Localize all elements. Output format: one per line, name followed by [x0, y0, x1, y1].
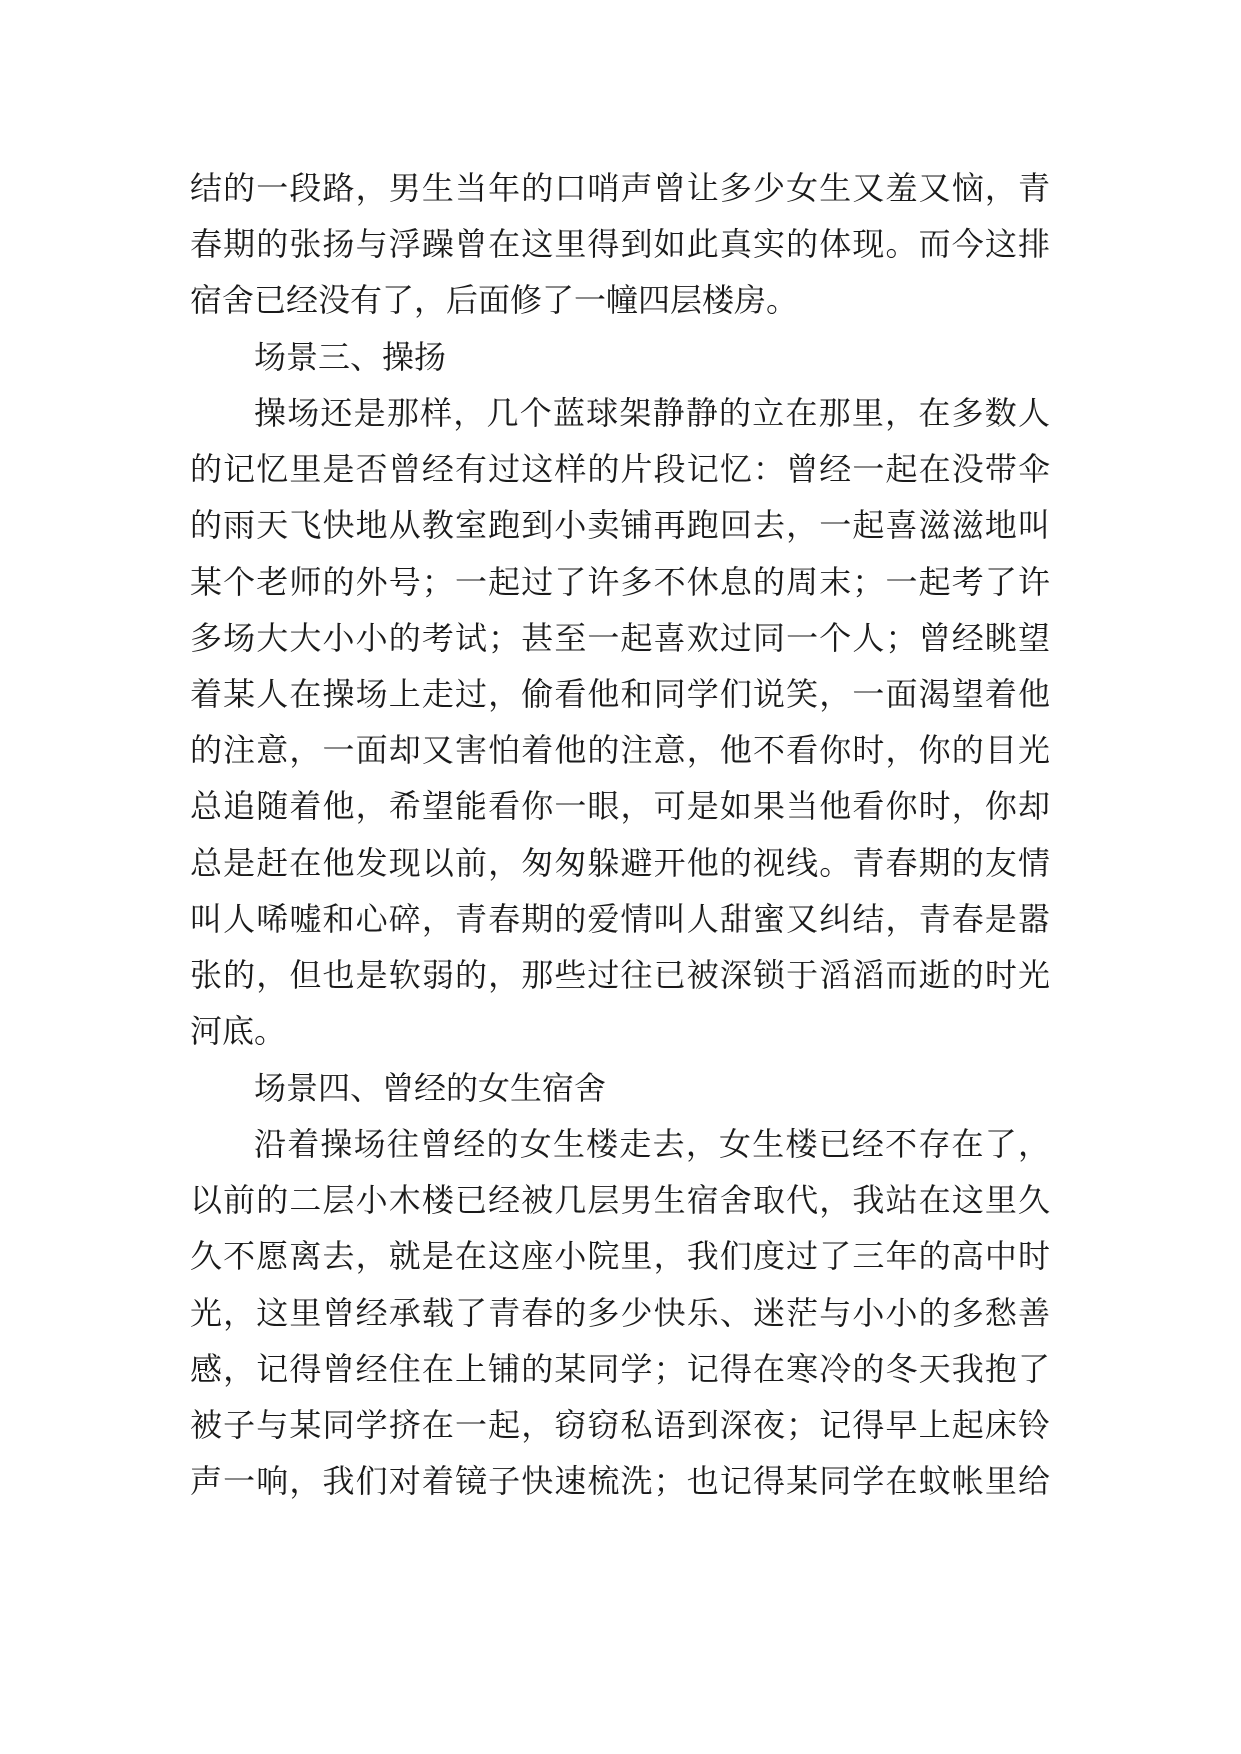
- text-line: 总追随着他，希望能看你一眼，可是如果当他看你时，你却: [190, 787, 1050, 825]
- text-line: 沿着操场往曾经的女生楼走去，女生楼已经不存在了，: [254, 1125, 1050, 1163]
- text-line: 声一响，我们对着镜子快速梳洗；也记得某同学在蚊帐里给: [190, 1462, 1050, 1500]
- text-line: 结的一段路，男生当年的口哨声曾让多少女生又羞又恼，青: [190, 169, 1050, 207]
- text-line: 久不愿离去，就是在这座小院里，我们度过了三年的高中时: [190, 1237, 1050, 1275]
- text-line: 着某人在操场上走过，偷看他和同学们说笑，一面渴望着他: [190, 675, 1050, 713]
- text-line: 春期的张扬与浮躁曾在这里得到如此真实的体现。而今这排: [190, 225, 1050, 263]
- section-heading: 场景四、曾经的女生宿舍: [254, 1069, 607, 1107]
- text-line: 叫人唏嘘和心碎，青春期的爱情叫人甜蜜又纠结，青春是嚣: [190, 900, 1050, 938]
- section-heading: 场景三、操扬: [254, 338, 447, 376]
- text-line: 宿舍已经没有了，后面修了一幢四层楼房。: [190, 281, 799, 319]
- text-line: 操场还是那样，几个蓝球架静静的立在那里，在多数人: [254, 394, 1050, 432]
- text-line: 被子与某同学挤在一起，窃窃私语到深夜；记得早上起床铃: [190, 1406, 1050, 1444]
- text-line: 的记忆里是否曾经有过这样的片段记忆：曾经一起在没带伞: [190, 450, 1050, 488]
- text-line: 某个老师的外号；一起过了许多不休息的周末；一起考了许: [190, 563, 1050, 601]
- text-line: 的注意，一面却又害怕着他的注意，他不看你时，你的目光: [190, 731, 1050, 769]
- text-line: 张的，但也是软弱的，那些过往已被深锁于滔滔而逝的时光: [190, 956, 1050, 994]
- text-line: 的雨天飞快地从教室跑到小卖铺再跑回去，一起喜滋滋地叫: [190, 506, 1050, 544]
- text-line: 感，记得曾经住在上铺的某同学；记得在寒冷的冬天我抱了: [190, 1350, 1050, 1388]
- text-line: 多场大大小小的考试；甚至一起喜欢过同一个人；曾经眺望: [190, 619, 1050, 657]
- text-line: 总是赶在他发现以前，匆匆躲避开他的视线。青春期的友情: [190, 844, 1050, 882]
- text-line: 光，这里曾经承载了青春的多少快乐、迷茫与小小的多愁善: [190, 1294, 1050, 1332]
- text-line: 河底。: [190, 1012, 287, 1050]
- text-line: 以前的二层小木楼已经被几层男生宿舍取代，我站在这里久: [190, 1181, 1050, 1219]
